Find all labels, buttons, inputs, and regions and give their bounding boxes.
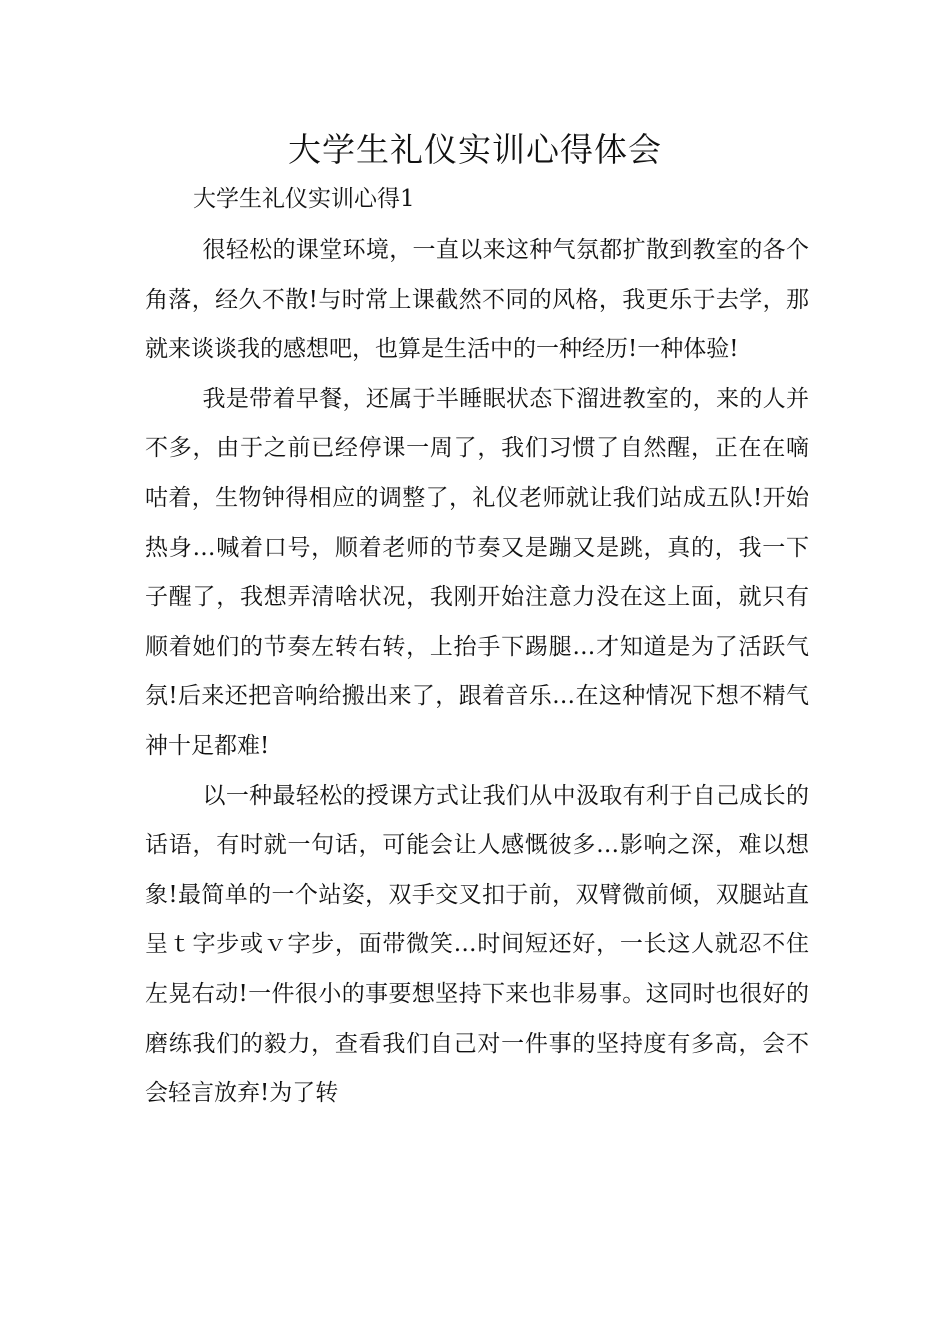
document-title: 大学生礼仪实训心得体会 [288, 130, 662, 169]
section-heading: 大学生礼仪实训心得1 [193, 186, 415, 212]
paragraph-2: 我是带着早餐，还属于半睡眠状态下溜进教室的，来的人并不多，由于之前已经停课一周了，我们习惯了自然醒，正在在嘀咕着，生物钟得相应的调整了，礼仪老师就让我们站成五队!开始热身…喊着口号，顺着老师的节奏又是蹦又是跳，真的，我一下子醒了，我想弄清啥状况，我刚开始注意力没在这上面，就只有顺着她们的节奏左转右转，上抬手下踢腿…才知道是为了活跃气氛!后来还把音响给搬出来了，跟着音乐…在这种情况下想不精气神十足都难! [145, 385, 809, 759]
paragraph-3: 以一种最轻松的授课方式让我们从中汲取有利于自己成长的话语，有时就一句话，可能会让人感慨彼多…影响之深，难以想象!最简单的一个站姿，双手交叉扣于前，双臂微前倾，双腿站直呈ｔ字步或ｖ字步，面带微笑…时间短还好，一长这人就忍不住左晃右动!一件很小的事要想坚持下来也非易事。这同时也很好的磨练我们的毅力，查看我们自己对一件事的坚持度有多高，会不会轻言放弃!为了转 [145, 782, 809, 1107]
paragraph-1: 很轻松的课堂环境，一直以来这种气氛都扩散到教室的各个角落，经久不散!与时常上课截然不同的风格，我更乐于去学，那就来谈谈我的感想吧，也算是生活中的一种经历!一种体验! [145, 237, 809, 363]
document-body [145, 226, 809, 1119]
